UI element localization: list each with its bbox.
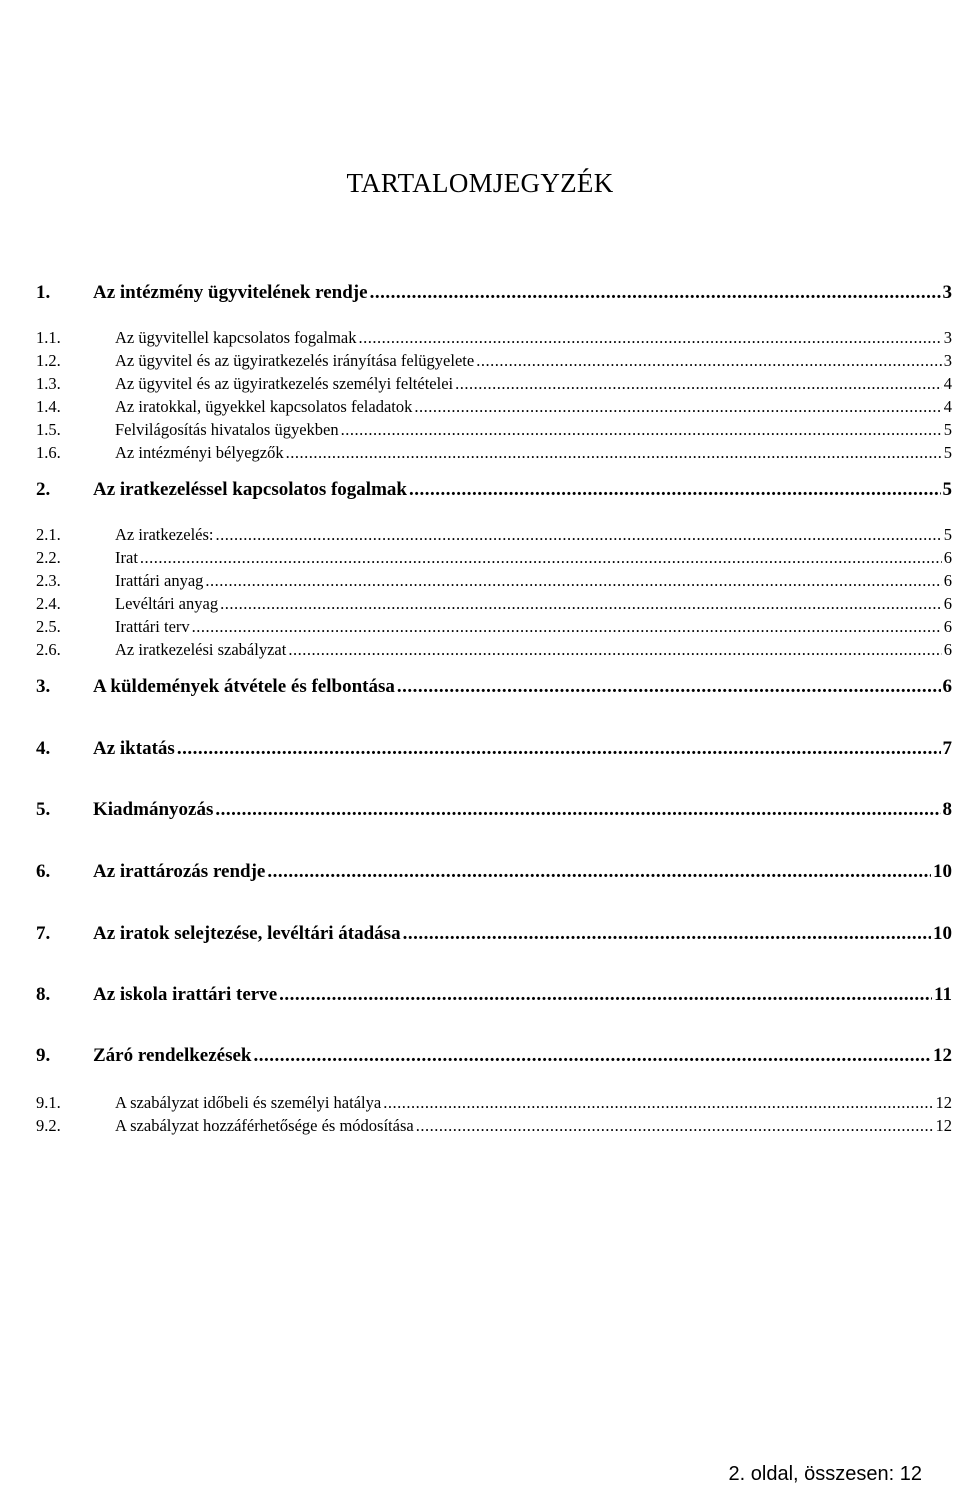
toc-leader <box>192 617 942 637</box>
toc-page: 6 <box>943 571 952 590</box>
toc-page: 6 <box>943 640 952 659</box>
toc-page: 10 <box>933 923 952 944</box>
toc-number: 6. <box>36 861 51 882</box>
toc-label: Levéltári anyag <box>115 594 219 613</box>
toc-number: 2. <box>36 479 51 500</box>
toc-number: 1. <box>36 282 51 303</box>
toc-number: 2.4. <box>36 594 61 613</box>
toc-entry[interactable] <box>36 282 952 306</box>
toc-entry[interactable] <box>36 571 952 595</box>
toc-label: Az iskola irattári terve <box>93 984 278 1005</box>
toc-leader <box>414 397 941 417</box>
toc-label: Felvilágosítás hivatalos ügyekben <box>115 420 339 439</box>
toc-number: 2.1. <box>36 525 61 544</box>
toc-number: 2.2. <box>36 548 61 567</box>
toc-number: 8. <box>36 984 51 1005</box>
toc-leader <box>358 328 941 348</box>
toc-number: 1.4. <box>36 397 61 416</box>
toc-entry[interactable] <box>36 1093 952 1117</box>
toc-number: 9. <box>36 1045 51 1066</box>
toc-label: Az iratokkal, ügyekkel kapcsolatos feladatok <box>115 397 413 416</box>
toc-label: Az ügyvitel és az ügyiratkezelés személyi feltételei <box>115 374 454 393</box>
toc-entry[interactable] <box>36 861 952 885</box>
toc-number: 1.2. <box>36 351 61 370</box>
toc-leader <box>254 1045 932 1067</box>
toc-page: 5 <box>942 479 952 500</box>
toc-page: 3 <box>943 351 952 370</box>
toc-entry[interactable] <box>36 548 952 572</box>
toc-leader <box>397 676 941 698</box>
toc-page: 7 <box>942 738 952 759</box>
toc-page: 4 <box>943 374 952 393</box>
toc-label: Az iratkezeléssel kapcsolatos fogalmak <box>93 479 407 500</box>
toc-leader <box>341 420 942 440</box>
toc-page: 3 <box>942 282 952 303</box>
toc-label: Az iratkezelési szabályzat <box>115 640 287 659</box>
toc-page: 12 <box>935 1093 952 1112</box>
toc-entry[interactable] <box>36 525 952 549</box>
toc-entry[interactable] <box>36 640 952 664</box>
toc-leader <box>476 351 942 371</box>
toc-page: 10 <box>933 861 952 882</box>
toc-number: 9.1. <box>36 1093 61 1112</box>
toc-number: 5. <box>36 799 51 820</box>
toc-number: 9.2. <box>36 1116 61 1135</box>
toc-entry[interactable] <box>36 479 952 503</box>
toc-entry[interactable] <box>36 420 952 444</box>
toc-page: 6 <box>943 548 952 567</box>
toc-page: 12 <box>933 1045 952 1066</box>
toc-entry[interactable] <box>36 676 952 700</box>
toc-label: Az intézményi bélyegzők <box>115 443 284 462</box>
toc-entry[interactable] <box>36 1045 952 1069</box>
toc-page: 3 <box>943 328 952 347</box>
toc-label: Az iratkezelés: <box>115 525 214 544</box>
toc-number: 1.3. <box>36 374 61 393</box>
toc-label: Az iktatás <box>93 738 175 759</box>
toc-entry[interactable] <box>36 923 952 947</box>
toc-entry[interactable] <box>36 617 952 641</box>
toc-leader <box>416 1116 934 1136</box>
toc-leader <box>140 548 942 568</box>
toc-number: 1.6. <box>36 443 61 462</box>
toc-page: 6 <box>942 676 952 697</box>
toc-entry[interactable] <box>36 799 952 823</box>
toc-number: 7. <box>36 923 51 944</box>
toc-page: 6 <box>943 617 952 636</box>
toc-leader <box>215 799 940 821</box>
toc-label: Az iratok selejtezése, levéltári átadása <box>93 923 401 944</box>
page-footer: 2. oldal, összesen: 12 <box>728 1463 922 1485</box>
page-title: TARTALOMJEGYZÉK <box>346 168 614 198</box>
toc-entry[interactable] <box>36 594 952 618</box>
toc-page: 6 <box>943 594 952 613</box>
toc-entry[interactable] <box>36 351 952 375</box>
toc-entry[interactable] <box>36 397 952 421</box>
toc-label: A küldemények átvétele és felbontása <box>93 676 395 697</box>
toc-label: Irattári terv <box>115 617 190 636</box>
toc-leader <box>409 479 941 501</box>
toc-label: A szabályzat hozzáférhetősége és módosítása <box>115 1116 414 1135</box>
toc-entry[interactable] <box>36 328 952 352</box>
toc-label: Záró rendelkezések <box>93 1045 252 1066</box>
toc-label: Az ügyvitel és az ügyiratkezelés irányítása felügyelete <box>115 351 475 370</box>
toc-number: 2.3. <box>36 571 61 590</box>
toc-label: Kiadmányozás <box>93 799 214 820</box>
toc-leader <box>455 374 942 394</box>
toc-leader <box>403 923 931 945</box>
toc-leader <box>383 1093 933 1113</box>
toc-label: Az ügyvitellel kapcsolatos fogalmak <box>115 328 357 347</box>
toc-leader <box>220 594 942 614</box>
toc-label: Irat <box>115 548 138 567</box>
toc-label: Az irattározás rendje <box>93 861 266 882</box>
toc-page: 5 <box>943 420 952 439</box>
toc-leader <box>288 640 941 660</box>
toc-leader <box>370 282 941 304</box>
toc-leader <box>205 571 941 591</box>
toc-number: 2.6. <box>36 640 61 659</box>
toc-label: Az intézmény ügyvitelének rendje <box>93 282 368 303</box>
toc-entry[interactable] <box>36 1116 952 1140</box>
toc-entry[interactable] <box>36 738 952 762</box>
toc-number: 4. <box>36 738 51 759</box>
toc-leader <box>215 525 941 545</box>
toc-page: 5 <box>943 525 952 544</box>
toc-page: 8 <box>942 799 952 820</box>
toc-leader <box>177 738 941 760</box>
toc-page: 12 <box>935 1116 952 1135</box>
toc-entry[interactable] <box>36 374 952 398</box>
toc-number: 3. <box>36 676 51 697</box>
toc-page: 4 <box>943 397 952 416</box>
toc-entry[interactable] <box>36 443 952 467</box>
toc-number: 1.1. <box>36 328 61 347</box>
toc-entry[interactable] <box>36 984 952 1008</box>
toc-number: 2.5. <box>36 617 61 636</box>
toc-leader <box>286 443 942 463</box>
toc-label: Irattári anyag <box>115 571 204 590</box>
toc-page: 5 <box>943 443 952 462</box>
toc-label: A szabályzat időbeli és személyi hatálya <box>115 1093 382 1112</box>
toc-page: 11 <box>934 984 952 1005</box>
toc-leader <box>279 984 932 1006</box>
toc-number: 1.5. <box>36 420 61 439</box>
toc-leader <box>267 861 931 883</box>
